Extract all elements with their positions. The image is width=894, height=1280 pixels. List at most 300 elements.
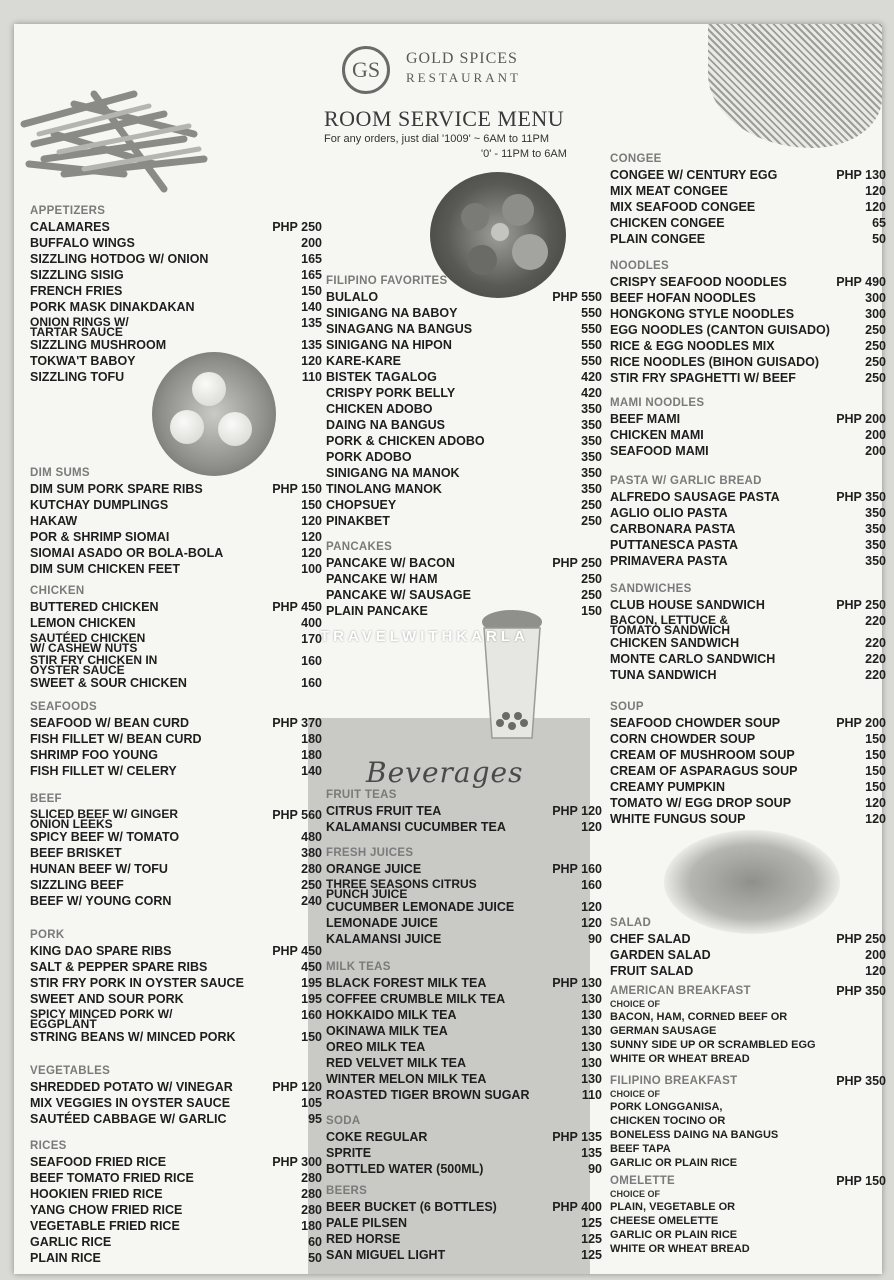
menu-item xyxy=(326,1129,602,1145)
item-name xyxy=(30,615,136,631)
section-milk-teas xyxy=(326,960,602,1103)
item-name-line: PANCAKE W/ BACON xyxy=(326,556,455,570)
item-price: PHP 400 xyxy=(552,1200,602,1214)
item-name-line: SPICY MINCED PORK W/ xyxy=(30,1007,173,1021)
item-name xyxy=(30,877,124,893)
item-name-line: KUTCHAY DUMPLINGS xyxy=(30,498,169,512)
item-price: 150 xyxy=(301,1030,322,1044)
item-name xyxy=(326,433,485,449)
item-price: 160 xyxy=(581,878,602,892)
item-price: 150 xyxy=(581,604,602,618)
menu-item xyxy=(30,1095,322,1111)
item-price: 150 xyxy=(301,498,322,512)
item-name-line: COFFEE CRUMBLE MILK TEA xyxy=(326,992,506,1006)
item-name-line: KALAMANSI CUCUMBER TEA xyxy=(326,820,506,834)
item-price: 110 xyxy=(301,370,322,384)
section-american-breakfast xyxy=(610,984,886,1066)
menu-item xyxy=(326,1023,602,1039)
item-price: 420 xyxy=(581,370,602,384)
section-title: AMERICAN BREAKFAST xyxy=(610,985,751,997)
menu-item xyxy=(610,274,886,290)
item-name-line: TOMATO W/ EGG DROP SOUP xyxy=(610,796,792,810)
menu-item xyxy=(610,411,886,427)
item-name xyxy=(30,747,158,763)
menu-item xyxy=(326,417,602,433)
item-price: 300 xyxy=(865,291,886,305)
item-name-line: HUNAN BEEF W/ TOFU xyxy=(30,862,168,876)
menu-item xyxy=(326,819,602,835)
item-name-line: LEMON CHICKEN xyxy=(30,616,136,630)
item-name xyxy=(30,545,223,561)
item-price: 120 xyxy=(865,812,886,826)
item-price: 180 xyxy=(301,732,322,746)
item-price: 90 xyxy=(588,1162,602,1176)
item-name-line: POR & SHRIMP SIOMAI xyxy=(30,530,170,544)
item-price: 95 xyxy=(308,1112,322,1126)
item-name xyxy=(326,1145,371,1161)
item-name-line: YANG CHOW FRIED RICE xyxy=(30,1203,183,1217)
section-chicken xyxy=(30,584,322,691)
menu-item xyxy=(610,338,886,354)
item-price: PHP 350 xyxy=(836,984,886,998)
section-title: SALAD xyxy=(610,917,652,929)
item-price: 160 xyxy=(301,1008,322,1022)
item-name-line: CONGEE W/ CENTURY EGG xyxy=(610,168,778,182)
item-price: 220 xyxy=(865,614,886,628)
item-price: PHP 150 xyxy=(272,482,322,496)
section-pasta xyxy=(610,474,886,569)
item-name xyxy=(30,599,158,615)
item-name-line: PINAKBET xyxy=(326,514,390,528)
item-name xyxy=(610,731,755,747)
item-name xyxy=(610,811,745,827)
menu-item xyxy=(610,215,886,231)
item-name-line: SIZZLING TOFU xyxy=(30,370,125,384)
item-name-line: EGG NOODLES (CANTON GUISADO) xyxy=(610,323,830,337)
menu-item xyxy=(610,427,886,443)
item-name-line: HOOKIEN FRIED RICE xyxy=(30,1187,163,1201)
section-soda xyxy=(326,1114,602,1177)
item-name-line: PANCAKE W/ SAUSAGE xyxy=(326,588,471,602)
item-name-line: EGGPLANT xyxy=(30,1017,97,1031)
menu-item xyxy=(30,877,322,893)
item-name xyxy=(610,306,794,322)
item-price: 400 xyxy=(301,616,322,630)
item-name-line: VEGETABLE FRIED RICE xyxy=(30,1219,180,1233)
item-name xyxy=(30,675,187,691)
item-price: 200 xyxy=(301,236,322,250)
item-price: 350 xyxy=(865,522,886,536)
menu-item xyxy=(30,267,322,283)
logo-mark: GS xyxy=(342,46,390,94)
item-name-line: SINIGANG NA HIPON xyxy=(326,338,452,352)
item-price: PHP 130 xyxy=(552,976,602,990)
item-name-line: ALFREDO SAUSAGE PASTA xyxy=(610,490,780,504)
item-price: 550 xyxy=(581,338,602,352)
item-price: 125 xyxy=(581,1232,602,1246)
item-name-line: BLACK FOREST MILK TEA xyxy=(326,976,487,990)
item-name-line: BEEF MAMI xyxy=(610,412,681,426)
item-name xyxy=(610,651,775,667)
menu-item xyxy=(30,353,322,369)
item-name-line: SIZZLING SISIG xyxy=(30,268,124,282)
item-price: 300 xyxy=(865,307,886,321)
item-price: 200 xyxy=(865,428,886,442)
item-name xyxy=(30,513,77,529)
item-name-line: OYSTER SAUCE xyxy=(30,663,125,677)
menu-item xyxy=(30,861,322,877)
item-price: 170 xyxy=(301,632,322,646)
section-vegetables xyxy=(30,1064,322,1127)
item-name xyxy=(30,353,136,369)
item-name xyxy=(326,1199,497,1215)
item-name xyxy=(610,715,780,731)
item-name-line: CALAMARES xyxy=(30,220,110,234)
menu-item xyxy=(30,1234,322,1250)
item-price: 250 xyxy=(581,498,602,512)
item-name xyxy=(30,845,122,861)
menu-item xyxy=(30,545,322,561)
item-price: PHP 490 xyxy=(836,275,886,289)
item-price: 220 xyxy=(865,636,886,650)
item-name xyxy=(610,274,787,290)
item-price: 350 xyxy=(865,554,886,568)
item-name-line: CHEF SALAD xyxy=(610,932,691,946)
menu-item xyxy=(326,1087,602,1103)
menu-item xyxy=(610,747,886,763)
menu-item xyxy=(326,899,602,915)
menu-item xyxy=(610,635,886,651)
item-price: 120 xyxy=(865,200,886,214)
item-name-line: STRING BEANS W/ MINCED PORK xyxy=(30,1030,236,1044)
item-name-line: CORN CHOWDER SOUP xyxy=(610,732,756,746)
item-name-line: AGLIO OLIO PASTA xyxy=(610,506,728,520)
menu-item xyxy=(610,231,886,247)
menu-page xyxy=(14,24,886,1274)
section-pancakes xyxy=(326,540,602,619)
item-price: 130 xyxy=(581,1056,602,1070)
item-name-line: PUNCH JUICE xyxy=(326,887,408,901)
item-price: 50 xyxy=(872,232,886,246)
item-name-line: W/ CASHEW NUTS xyxy=(30,641,138,655)
item-name xyxy=(30,715,189,731)
item-price: PHP 450 xyxy=(272,600,322,614)
menu-item xyxy=(30,283,322,299)
menu-item xyxy=(326,321,602,337)
menu-item xyxy=(326,915,602,931)
item-name-line: CHICKEN MAMI xyxy=(610,428,704,442)
item-price: PHP 350 xyxy=(836,1074,886,1088)
item-name-line: KING DAO SPARE RIBS xyxy=(30,944,172,958)
item-name xyxy=(326,931,441,947)
order-instructions xyxy=(324,132,567,162)
item-price: 550 xyxy=(581,322,602,336)
item-name xyxy=(326,587,471,603)
menu-item xyxy=(610,370,886,386)
option-line: CHICKEN TOCINO OR xyxy=(610,1115,726,1127)
item-name xyxy=(326,369,437,385)
menu-item xyxy=(30,763,322,779)
section-title: RICES xyxy=(30,1140,67,1152)
item-price: PHP 120 xyxy=(272,1080,322,1094)
item-price: 135 xyxy=(581,1146,602,1160)
item-price: PHP 250 xyxy=(836,598,886,612)
menu-item xyxy=(30,219,322,235)
item-name-line: COKE REGULAR xyxy=(326,1130,428,1144)
menu-item xyxy=(326,353,602,369)
item-price: PHP 250 xyxy=(836,932,886,946)
menu-item xyxy=(610,537,886,553)
menu-item xyxy=(30,1218,322,1234)
section-pork xyxy=(30,928,322,1045)
item-name-line: PUTTANESCA PASTA xyxy=(610,538,739,552)
item-name xyxy=(326,449,412,465)
item-name-line: BACON, LETTUCE & xyxy=(610,613,728,627)
menu-item xyxy=(30,1111,322,1127)
item-name-line: STIR FRY PORK IN OYSTER SAUCE xyxy=(30,976,244,990)
item-name-line: PRIMAVERA PASTA xyxy=(610,554,728,568)
section-title: MAMI NOODLES xyxy=(610,397,705,409)
item-name-line: ORANGE JUICE xyxy=(326,862,422,876)
menu-item xyxy=(30,1186,322,1202)
item-price: 135 xyxy=(301,338,322,352)
item-name xyxy=(610,795,791,811)
section-sandwiches xyxy=(610,582,886,683)
menu-item xyxy=(610,931,886,947)
item-name-line: PORK & CHICKEN ADOBO xyxy=(326,434,485,448)
menu-item xyxy=(610,651,886,667)
item-name-line: BEEF HOFAN NOODLES xyxy=(610,291,756,305)
section-title: FRESH JUICES xyxy=(326,847,414,859)
item-name-line: PLAIN PANCAKE xyxy=(326,604,428,618)
item-price: PHP 250 xyxy=(552,556,602,570)
menu-item xyxy=(326,1055,602,1071)
item-name xyxy=(610,290,756,306)
menu-item xyxy=(326,975,602,991)
item-name-line: BEEF BRISKET xyxy=(30,846,122,860)
item-name xyxy=(30,529,169,545)
menu-item xyxy=(326,513,602,529)
item-name xyxy=(326,1023,448,1039)
item-name xyxy=(326,353,401,369)
item-name xyxy=(30,481,203,497)
item-price: 125 xyxy=(581,1216,602,1230)
section-title: BEEF xyxy=(30,793,62,805)
item-name-line: CHICKEN ADOBO xyxy=(326,402,433,416)
item-name xyxy=(610,521,735,537)
item-name-line: BUFFALO WINGS xyxy=(30,236,135,250)
item-name-line: PANCAKE W/ HAM xyxy=(326,572,438,586)
menu-item xyxy=(30,845,322,861)
item-price: 140 xyxy=(301,300,322,314)
item-price: 120 xyxy=(301,514,322,528)
menu-item xyxy=(30,631,322,653)
choice-label: CHOICE OF xyxy=(610,1189,661,1199)
item-name xyxy=(30,631,145,653)
menu-item xyxy=(610,779,886,795)
section-beers xyxy=(326,1184,602,1263)
item-name xyxy=(326,555,455,571)
item-name-line: STIR FRY SPAGHETTI W/ BEEF xyxy=(610,371,796,385)
item-price: PHP 120 xyxy=(552,804,602,818)
item-name-line: PORK MASK DINAKDAKAN xyxy=(30,300,195,314)
menu-item xyxy=(610,489,886,505)
item-price: 180 xyxy=(301,748,322,762)
item-name xyxy=(610,167,777,183)
menu-item xyxy=(30,715,322,731)
menu-item xyxy=(30,675,322,691)
item-price: 150 xyxy=(865,780,886,794)
item-name-line: SEAFOOD FRIED RICE xyxy=(30,1155,167,1169)
item-price: 420 xyxy=(581,386,602,400)
item-price: 120 xyxy=(865,796,886,810)
noodles-photo xyxy=(708,24,882,148)
menu-item xyxy=(610,613,886,635)
menu-item xyxy=(30,893,322,909)
menu-item xyxy=(30,481,322,497)
menu-item xyxy=(610,322,886,338)
item-name-line: SALT & PEPPER SPARE RIBS xyxy=(30,960,208,974)
item-name-line: SPICY BEEF W/ TOMATO xyxy=(30,830,180,844)
menu-item xyxy=(30,943,322,959)
section-title: MILK TEAS xyxy=(326,961,391,973)
item-price: 280 xyxy=(301,1203,322,1217)
section-title: FRUIT TEAS xyxy=(326,789,397,801)
item-price: 50 xyxy=(308,1251,322,1265)
item-price: PHP 130 xyxy=(836,168,886,182)
item-price: 350 xyxy=(581,450,602,464)
item-name xyxy=(30,369,124,385)
item-name-line: HAKAW xyxy=(30,514,78,528)
item-name xyxy=(610,354,819,370)
watermark: TRAVELWITHKARLA xyxy=(320,628,529,645)
section-title: CONGEE xyxy=(610,153,662,165)
item-name xyxy=(326,481,442,497)
item-name-line: PLAIN CONGEE xyxy=(610,232,706,246)
item-price: 60 xyxy=(308,1235,322,1249)
menu-item xyxy=(30,299,322,315)
menu-item xyxy=(30,251,322,267)
section-title: APPETIZERS xyxy=(30,205,106,217)
item-name-line: SHREDDED POTATO W/ VINEGAR xyxy=(30,1080,233,1094)
item-name-line: SEAFOOD MAMI xyxy=(610,444,709,458)
item-name xyxy=(610,231,705,247)
item-name-line: MIX VEGGIES IN OYSTER SAUCE xyxy=(30,1096,231,1110)
option-line: WHITE OR WHEAT BREAD xyxy=(610,1243,750,1255)
menu-item xyxy=(610,811,886,827)
menu-item xyxy=(30,653,322,675)
menu-item xyxy=(30,615,322,631)
item-price: 160 xyxy=(301,654,322,668)
item-name-line: BISTEK TAGALOG xyxy=(326,370,437,384)
section-title: PANCAKES xyxy=(326,541,393,553)
menu-item xyxy=(30,731,322,747)
item-name xyxy=(326,1231,400,1247)
item-name-line: SIOMAI ASADO OR BOLA-BOLA xyxy=(30,546,224,560)
menu-item xyxy=(326,1199,602,1215)
menu-item xyxy=(326,305,602,321)
section-title: SEAFOODS xyxy=(30,701,97,713)
item-name xyxy=(326,513,390,529)
section-mami-noodles xyxy=(610,396,886,459)
menu-item xyxy=(30,1154,322,1170)
item-name xyxy=(326,1055,466,1071)
item-name xyxy=(610,427,704,443)
item-name xyxy=(326,819,506,835)
item-name-line: KALAMANSI JUICE xyxy=(326,932,442,946)
item-price: 130 xyxy=(581,1024,602,1038)
item-name-line: PALE PILSEN xyxy=(326,1216,408,1230)
menu-item xyxy=(610,306,886,322)
item-price: 120 xyxy=(581,820,602,834)
item-price: 250 xyxy=(581,572,602,586)
item-price: 450 xyxy=(301,960,322,974)
section-filipino-breakfast xyxy=(610,1074,886,1170)
item-name-line: TINOLANG MANOK xyxy=(326,482,442,496)
item-name xyxy=(30,861,168,877)
item-name-line: GARDEN SALAD xyxy=(610,948,711,962)
section-title: FILIPINO FAVORITES xyxy=(326,275,448,287)
item-name-line: PLAIN RICE xyxy=(30,1251,101,1265)
option-line: GERMAN SAUSAGE xyxy=(610,1025,717,1037)
menu-item xyxy=(326,1071,602,1087)
item-price: 120 xyxy=(865,964,886,978)
item-name xyxy=(610,199,755,215)
option-line: PLAIN, VEGETABLE OR xyxy=(610,1201,736,1213)
item-name xyxy=(30,1095,230,1111)
item-name xyxy=(30,1250,101,1266)
item-name-line: BEER BUCKET (6 BOTTLES) xyxy=(326,1200,497,1214)
item-price: 350 xyxy=(581,482,602,496)
menu-item xyxy=(610,947,886,963)
choice-label: CHOICE OF xyxy=(610,1089,661,1099)
menu-item xyxy=(610,731,886,747)
menu-item xyxy=(30,529,322,545)
menu-item xyxy=(30,1029,322,1045)
item-name-line: RICE NOODLES (BIHON GUISADO) xyxy=(610,355,820,369)
item-name xyxy=(326,803,441,819)
item-name-line: MONTE CARLO SANDWICH xyxy=(610,652,776,666)
item-name xyxy=(30,1111,227,1127)
section-appetizers xyxy=(30,204,322,385)
item-name-line: FRUIT SALAD xyxy=(610,964,694,978)
section-title: OMELETTE xyxy=(610,1175,676,1187)
item-name-line: BEEF W/ YOUNG CORN xyxy=(30,894,172,908)
item-name-line: HOKKAIDO MILK TEA xyxy=(326,1008,457,1022)
item-price: 130 xyxy=(581,1040,602,1054)
item-name-line: FRENCH FRIES xyxy=(30,284,123,298)
item-price: 280 xyxy=(301,1171,322,1185)
item-price: 480 xyxy=(301,830,322,844)
item-name xyxy=(30,763,177,779)
item-name-line: RED VELVET MILK TEA xyxy=(326,1056,467,1070)
item-name xyxy=(30,1218,180,1234)
item-name xyxy=(610,489,780,505)
section-title: SANDWICHES xyxy=(610,583,692,595)
item-price: 350 xyxy=(581,434,602,448)
item-name xyxy=(610,667,716,683)
item-name-line: CREAMY PUMPKIN xyxy=(610,780,726,794)
item-name-line: CHICKEN SANDWICH xyxy=(610,636,740,650)
menu-item xyxy=(610,199,886,215)
menu-item xyxy=(30,497,322,513)
item-name-line: CLUB HOUSE SANDWICH xyxy=(610,598,765,612)
menu-item xyxy=(30,599,322,615)
item-name-line: CREAM OF MUSHROOM SOUP xyxy=(610,748,795,762)
item-name xyxy=(610,963,693,979)
item-price: 120 xyxy=(301,530,322,544)
item-price: 200 xyxy=(865,948,886,962)
